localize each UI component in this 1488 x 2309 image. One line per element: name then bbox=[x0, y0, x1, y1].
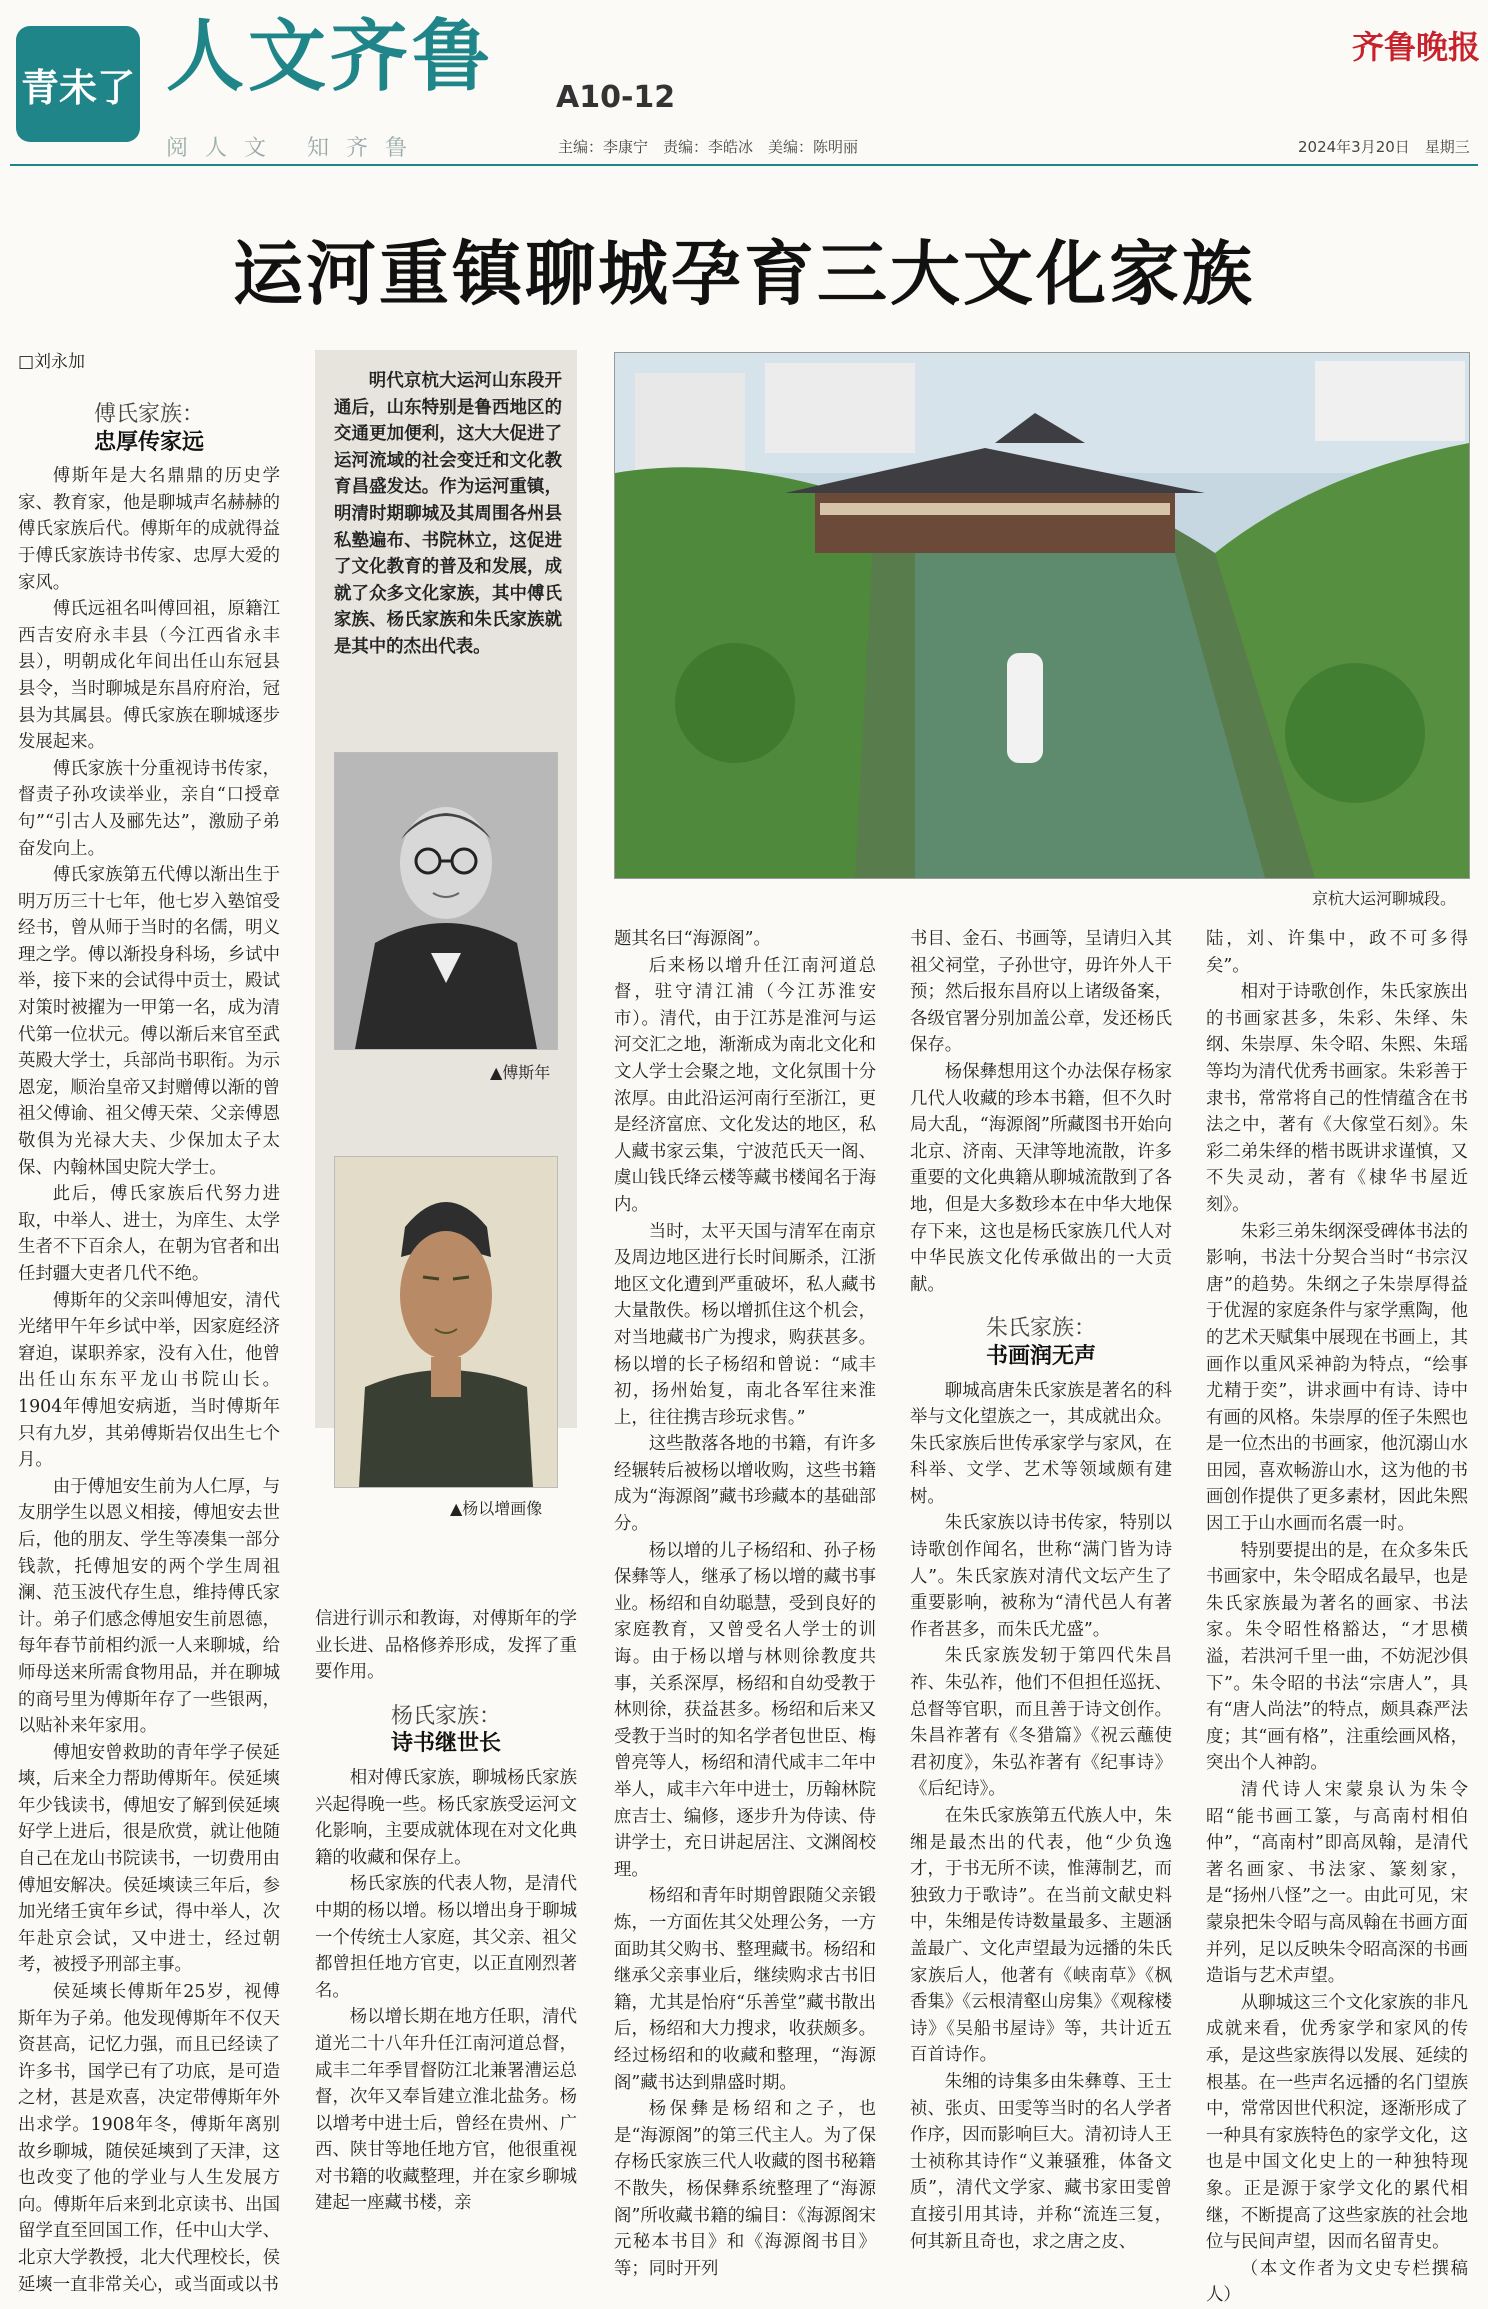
paragraph: 相对于诗歌创作，朱氏家族出的书画家甚多，朱彩、朱绎、朱纲、朱崇厚、朱令昭、朱熙、朱瑶等均为清代优秀书画家。朱彩善于隶书，常常将自己的性情蕴含在书法之中，著有《大傢堂石刻》。朱彩二弟朱绎的楷书既讲求谨慎，又不失灵动，著有《棣华书屋近刻》。 bbox=[1206, 982, 1468, 1215]
paragraph: 傅氏家族十分重视诗书传家，督责子孙攻读举业，亲自“口授章句”“引古人及郦先达”，激励子弟奋发向上。 bbox=[18, 758, 280, 859]
paragraph: 傅斯年的父亲叫傅旭安，清代光绪甲午年乡试中举，因家庭经济窘迫，谋职养家，没有入仕，他曾出任山东东平龙山书院山长。1904年傅旭安病逝，当时傅斯年只有九岁，其弟傅斯岩仅出生七个月。 bbox=[18, 1290, 280, 1471]
paragraph: 杨以增长期在地方任职，清代道光二十八年升任江南河道总督，咸丰二年季冒督防江北兼署漕运总督，次年又奉旨建立淮北盐务。杨以增考中进士后，曾经在贵州、广西、陕甘等地任地方官，他很重视对书籍的收藏整理，并在家乡聊城建起一座藏书楼，亲 bbox=[315, 2007, 577, 2214]
column-zhu-start bbox=[910, 926, 1172, 2252]
intro-paragraph: 明代京杭大运河山东段开通后，山东特别是鲁西地区的交通更加便利，这大大促进了运河流域的社会变迁和文化教育昌盛发达。作为运河重镇，明清时期聊城及其周围各州县私塾遍布、书院林立，这促进了文化教育的普及和发展，成就了众多文化家族，其中傅氏家族、杨氏家族和朱氏家族就是其中的杰出代表。 bbox=[334, 371, 562, 657]
paragraph: 朱氏家族发轫于第四代朱昌祚、朱弘祚，他们不但担任巡抚、总督等官职，而且善于诗文创作。朱昌祚著有《冬猎篇》《祝云蘸使君初度》，朱弘祚著有《纪事诗》《后纪诗》。 bbox=[910, 1646, 1172, 1800]
paragraph: 此后，傅氏家族后代努力进取，中举人、进士，为庠生、太学生者不下百余人，在朝为官者和出任封疆大吏者几代不绝。 bbox=[18, 1184, 280, 1284]
section-tagline: 阅人文 知齐鲁 bbox=[166, 136, 424, 161]
paragraph: 这些散落各地的书籍，有许多经辗转后被杨以增收购，这些书籍成为“海源阁”藏书珍藏本的基础部分。 bbox=[614, 1434, 876, 1535]
paragraph: 陆，刘、许集中，政不可多得矣”。 bbox=[1206, 929, 1468, 976]
paragraph: 题其名曰“海源阁”。 bbox=[614, 929, 771, 949]
paragraph: 从聊城这三个文化家族的非凡成就来看，优秀家学和家风的传承，是这些家族得以发展、延续的根基。在一些声名远播的名门望族中，常常因世代积淀，逐渐形成了一种具有家族特色的家学文化，这也是中国文化史上的一种独特现象。正是源于家学文化的累代相继，不断提高了这些家族的社会地位与民间声望，因而名留青史。 bbox=[1206, 1992, 1468, 2253]
grand-canal-photo bbox=[614, 352, 1470, 879]
column-fu bbox=[18, 402, 280, 2295]
paragraph: 傅旭安曾救助的青年学子侯延塽，后来全力帮助傅斯年。侯延塽年少钱读书，傅旭安了解到侯延塽好学上进后，很是欣赏，就让他随自己在龙山书院读书，一切费用由傅旭安解决。侯延塽读三年后，参加光绪壬寅年乡试，得中举人，次年赴京会试，又中进士，经过朝考，被授予刑部主事。 bbox=[18, 1742, 280, 1976]
paragraph: 朱彩三弟朱纲深受碑体书法的影响，书法十分契合当时“书宗汉唐”的趋势。朱纲之子朱崇厚得益于优渥的家庭条件与家学熏陶，他的艺术天赋集中展现在书画上，其画作以重风采神韵为特点，“绘事尤精于奕”，讲求画中有诗、诗中有画的风格。朱崇厚的侄子朱熙也是一位杰出的书画家，他沉溺山水田园，喜欢畅游山水，这为他的书画创作提供了更多素材，因此朱熙因工于山水画而名震一时。 bbox=[1206, 1221, 1468, 1535]
paragraph: 书目、金石、书画等，呈请归入其祖父祠堂，子孙世守，毋许外人干预；然后报东昌府以上诸级备案，各级官署分别加盖公章，发还杨氏保存。 bbox=[910, 929, 1172, 1056]
section-title: 人文齐鲁 bbox=[166, 11, 495, 102]
paragraph: 傅氏家族第五代傅以渐出生于明万历三十七年，他七岁入塾馆受经书，曾从师于当时的名儒，明义理之学。傅以渐投身科场，乡试中举，接下来的会试得中贡士，殿试对策时被擢为一甲第一名，成为清代第一位状元。傅以渐后来官至武英殿大学士，兵部尚书职衔。为示恩宠，顺治皇帝又封赠傅以渐的曾祖父傅谕、祖父傅天荣、父亲傅恩敬俱为光禄大夫、少保加太子太保、内翰林国史院大学士。 bbox=[18, 865, 280, 1178]
article-headline: 运河重镇聊城孕育三大文化家族 bbox=[233, 232, 1255, 315]
paragraph: 杨氏家族的代表人物，是清代中期的杨以增。杨以增出身于聊城一个传统士人家庭，其父亲、祖父都曾担任地方官吏，以正直刚烈著名。 bbox=[315, 1874, 577, 2001]
editor-credits: 主编：李康宁 责编：李皓冰 美编：陈明丽 bbox=[558, 138, 859, 156]
portrait-figure-icon bbox=[335, 753, 557, 1049]
header-rule bbox=[10, 164, 1478, 166]
column-yang-middle bbox=[614, 926, 876, 2279]
canal-photo-caption: 京杭大运河聊城段。 bbox=[1312, 889, 1457, 908]
paragraph: 聊城高唐朱氏家族是著名的科举与文化望族之一，其成就出众。朱氏家族后世传承家学与家风，在科举、文学、艺术等领域颇有建树。 bbox=[910, 1380, 1172, 1507]
paragraph: 杨绍和青年时期曾跟随父亲锻炼，一方面佐其父处理公务，一方面助其父购书、整理藏书。杨绍和继承父亲事业后，继续购求古书旧籍，尤其是怡府“乐善堂”藏书散出后，杨绍和大力搜求，收获颇多。经过杨绍和的收藏和整理，“海源阁”藏书达到鼎盛时期。 bbox=[614, 1886, 876, 2093]
paragraph: 杨保彝是杨绍和之子，也是“海源阁”的第三代主人。为了保存杨氏家族三代人收藏的图书秘籍不散失，杨保彝系统整理了“海源阁”所收藏书籍的编目：《海源阁宋元秘本书目》和《海源阁书目》等；同时开列 bbox=[614, 2099, 876, 2279]
section-logo: 青未了 bbox=[16, 26, 140, 142]
paragraph: 后来杨以增升任江南河道总督，驻守清江浦（今江苏淮安市）。清代，由于江苏是淮河与运河交汇之地，渐渐成为南北文化和文人学士会聚之地，文化氛围十分浓厚。由此沿运河南行至浙江，更是经济富庶、文化发达的地区，私人藏书家云集，宁波范氏天一阁、虞山钱氏绛云楼等藏书楼闻名于海内。 bbox=[614, 955, 876, 1215]
paragraph: 侯延塽长傅斯年25岁，视傅斯年为子弟。他发现傅斯年不仅天资甚高，记忆力强，而且已经读了许多书，国学已有了功底，是可造之材，甚是欢喜，决定带傅斯年外出求学。1908年冬，傅斯年离别故乡聊城，随侯延塽到了天津，这也改变了他的学业与人生发展方向。傅斯年后来到北京读书、出国留学直至回国工作，任中山大学、北京大学教授，北大代理校长，侯延塽一直非常关心，或当面或以书 bbox=[18, 1982, 280, 2295]
paragraph: 当时，太平天国与清军在南京及周边地区进行长时间厮杀，江浙地区文化遭到严重破坏，私人藏书大量散佚。杨以增抓住这个机会，对当地藏书广为搜求，购获甚多。杨以增的长子杨绍和曾说：“咸丰初，扬州始复，南北各军往来淮上，往往携吉珍玩求售。” bbox=[614, 1221, 876, 1428]
fu-subhead-motto: 忠厚传家远 bbox=[93, 428, 204, 455]
zhu-subhead-motto: 书画润无声 bbox=[985, 1342, 1096, 1369]
yang-subhead-family: 杨氏家族： bbox=[390, 1703, 501, 1729]
canal-scene-icon bbox=[615, 353, 1469, 878]
yang-subhead-motto: 诗书继世长 bbox=[390, 1730, 501, 1757]
paragraph: 朱缃的诗集多由朱彝尊、王士祯、张贞、田雯等当时的名人学者作序，因而影响巨大。清初诗人王士祯称其诗作“义兼骚雅，体备文质”，清代文学家、藏书家田雯曾直接引用其诗，并称“流连三复，何其新且奇也，求之唐之皮、 bbox=[910, 2071, 1172, 2252]
paragraph: 清代诗人宋蒙泉认为朱令昭“能书画工篆，与高南村相伯仲”，“高南村”即高凤翰，是清代著名画家、书法家、篆刻家，是“扬州八怪”之一。由此可见，宋蒙泉把朱令昭与高凤翰在书画方面并列，足以反映朱令昭高深的书画造诣与艺术声望。 bbox=[1206, 1780, 1468, 1987]
yang-yizeng-portrait bbox=[334, 1156, 558, 1488]
issue-date: 2024年3月20日 星期三 bbox=[1298, 138, 1470, 156]
column-zhu-end bbox=[1206, 926, 1468, 2306]
paragraph: 傅斯年是大名鼎鼎的历史学家、教育家，他是聊城声名赫赫的傅氏家族后代。傅斯年的成就得益于傅氏家族诗书传家、忠厚大爱的家风。 bbox=[18, 466, 280, 593]
paragraph: 杨保彝想用这个办法保存杨家几代人收藏的珍本书籍，但不久时局大乱，“海源阁”所藏图书开始向北京、济南、天津等地流散，许多重要的文化典籍从聊城流散到了各地，但是大多数珍本在中华大地保存下来，这也是杨氏家族几代人对中华民族文化传承做出的一大贡献。 bbox=[910, 1061, 1172, 1295]
intro-text bbox=[334, 368, 562, 661]
fu-portrait-caption: ▲傅斯年 bbox=[490, 1063, 551, 1082]
paragraph: 在朱氏家族第五代族人中，朱缃是最杰出的代表，他“少负逸才，于书无所不读，惟薄制艺，而独致力于歌诗”。在当前文献史料中，朱缃是传诗数量最多、主题涵盖最广、文化声望最为远播的朱氏家族后人，他著有《峡南草》《枫香集》《云根清壑山房集》《观稼楼诗》《吴船书屋诗》等，共计近五百首诗作。 bbox=[910, 1806, 1172, 2066]
page-number: A10-12 bbox=[556, 80, 676, 115]
paragraph: 信进行训示和教诲，对傅斯年的学业长进、品格修养形成，发挥了重要作用。 bbox=[315, 1609, 577, 1683]
author-note: （本文作者为文史专栏撰稿人） bbox=[1206, 2258, 1468, 2306]
paragraph: 杨以增的儿子杨绍和、孙子杨保彝等人，继承了杨以增的藏书事业。杨绍和自幼聪慧，受到良好的家庭教育，又曾受名人学士的训诲。由于杨以增与林则徐教度共事，关系深厚，杨绍和自幼受教于林则徐，获益甚多。杨绍和后来又受教于当时的知名学者包世臣、梅曾亮等人，杨绍和清代咸丰二年中举人，咸丰六年中进士，历翰林院庶吉士、编修，逐步升为侍读、侍讲学士，充日讲起居注、文渊阁校理。 bbox=[614, 1540, 876, 1880]
column-yang-start bbox=[315, 1606, 577, 2214]
fu-subhead-family: 傅氏家族： bbox=[93, 402, 204, 427]
zhu-subhead-family: 朱氏家族： bbox=[985, 1316, 1096, 1342]
paragraph: 相对傅氏家族，聊城杨氏家族兴起得晚一些。杨氏家族受运河文化影响，主要成就体现在对文化典籍的收藏和保存上。 bbox=[315, 1767, 577, 1868]
paragraph: 朱氏家族以诗书传家，特别以诗歌创作闻名，世称“满门皆为诗人”。朱氏家族对清代文坛产生了重要影响，被称为“清代邑人有著作者甚多，而朱氏尤盛”。 bbox=[910, 1513, 1172, 1640]
portrait-painting-icon bbox=[335, 1157, 557, 1487]
byline: □刘永加 bbox=[18, 352, 86, 372]
paragraph: 由于傅旭安生前为人仁厚，与友朋学生以恩义相接，傅旭安去世后，他的朋友、学生等凑集一部分钱款，托傅旭安的两个学生周祖澜、范玉波代存生息，维持傅氏家计。弟子们感念傅旭安生前恩德，每年春节前相约派一人来聊城，给师母送来所需食物用品，并在聊城的商号里为傅斯年存了一些银两，以贴补来年家用。 bbox=[18, 1476, 280, 1737]
paragraph: 傅氏远祖名叫傅回祖，原籍江西吉安府永丰县（今江西省永丰县），明朝成化年间出任山东冠县县令，当时聊城是东昌府府治，冠县为其属县。傅氏家族在聊城逐步发展起来。 bbox=[18, 599, 280, 753]
paragraph: 特别要提出的是，在众多朱氏书画家中，朱令昭成名最早，也是朱氏家族最为著名的画家、书法家。朱令昭性格豁达，“才思横溢，若洪河千里一曲，不妨泥沙俱下”。朱令昭的书法“宗唐人”，具有“唐人尚法”的特点，颇具森严法度；其“画有格”，注重绘画风格，突出个人神韵。 bbox=[1206, 1540, 1468, 1774]
yang-portrait-caption: ▲杨以增画像 bbox=[450, 1499, 543, 1518]
fu-sinian-portrait bbox=[334, 752, 558, 1050]
newspaper-masthead: 齐鲁晚报 bbox=[1352, 28, 1481, 66]
